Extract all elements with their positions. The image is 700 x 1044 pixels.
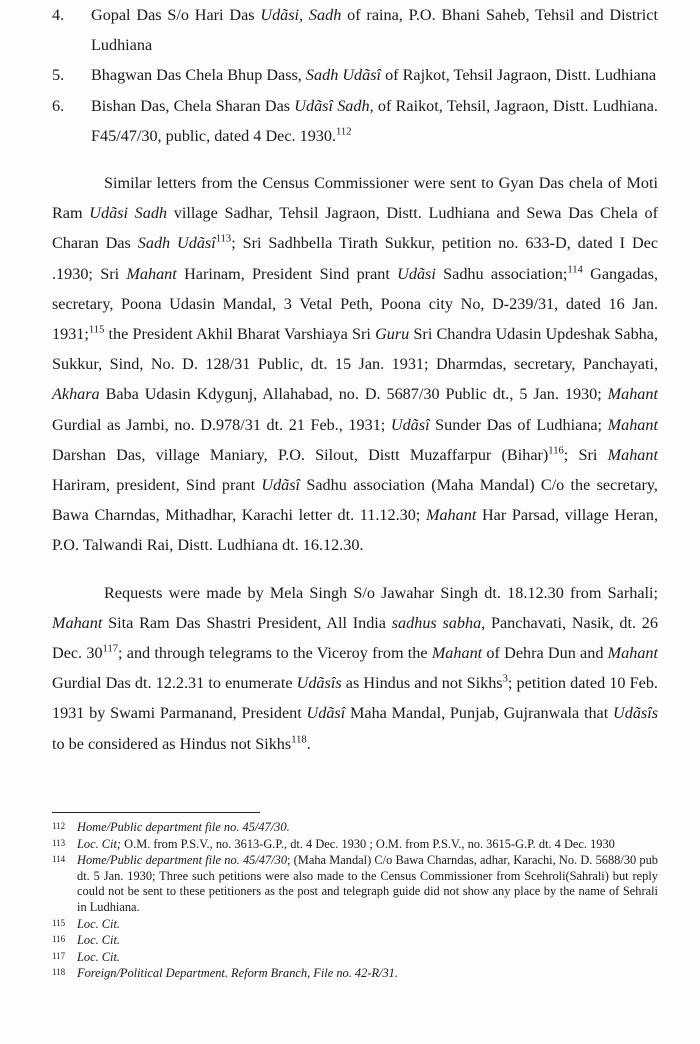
text-run: of raina, P.O. Bhani Saheb, Tehsil and District Ludhiana [91,6,658,55]
text-run: ; Sri Sadhbella Tirath Sukkur, petition no. 633-D, dated I Dec .1930; Sri [52,234,658,283]
italic-run: Mahant [126,264,177,283]
text-run: Hariram, president, Sind prant [52,476,262,495]
text-run: Gopal Das S/o Hari Das [91,6,261,24]
list-item-number: 4. [52,6,65,24]
footnote-number[interactable]: 113 [52,837,66,848]
text-run: Similar letters from the Census Commissioner were sent to Gyan Das chela of Moti Ram [52,174,658,223]
text-run: Sunder Das of Ludhiana; [429,415,608,434]
footnote-text [77,966,658,982]
text-run: Gangadas, secretary, Poona Udasin Mandal, 3 Vetal Peth, Poona city No, D-239/31, dated 16 Jan. 1931; [52,264,659,344]
list-item-number: 5. [52,66,65,85]
text-run: of Rajkot, Tehsil Jagraon, Distt. Ludhiana [381,66,657,85]
text-run: of Dehra Dun and [482,644,608,663]
italic-run: Udãsî [306,704,346,723]
text-run: Sadhu association; [435,264,568,283]
italic-run: Udãsi Sadh [89,204,168,223]
footnote-marker[interactable]: 117 [102,643,119,655]
text-run: village Sadhar, Tehsil Jagraon, Distt. Ludhiana and Sewa Das Chela of Charan Das [52,204,658,253]
numbered-list [52,0,658,151]
italic-run: Mahant [607,385,658,404]
footnote-text [77,820,658,836]
text-run: ; and through telegrams to the Viceroy from the [118,644,432,663]
footnote-number[interactable]: 118 [52,967,66,978]
italic-run: Udãsîs [613,704,659,723]
italic-run: Sadh Udãsî [137,234,216,253]
paragraph-similar-letters [52,168,658,561]
italic-run: Guru [375,325,410,344]
footnote-separator-rule [52,812,260,813]
list-item [52,0,658,60]
text-run: Bishan Das, Chela Sharan Das [91,96,295,115]
text-run: . [306,734,311,753]
text-run: Requests were made by Mela Singh S/o Jawahar Singh dt. 18.12.30 from Sarhali; [104,583,658,602]
text-run: O.M. from P.S.V., no. 3613-G.P., dt. 4 Dec. 1930 ; O.M. from P.S.V., no. 3615-G.P. dt. 4 Dec. 1930 [121,836,615,851]
italic-run: Mahant [607,445,658,464]
list-item-text [91,66,656,84]
footnote-section [52,812,658,983]
text-run: , of Raikot, Tehsil, Jagraon, Distt. Ludhiana. F45/47/30, public, dated 4 Dec. 1930. [91,96,658,145]
italic-run: Home/Public department file no. 45/47/30 [77,853,288,868]
footnote-marker[interactable]: 116 [548,445,564,457]
footnote-number[interactable]: 114 [52,854,66,865]
footnote-row [52,837,658,853]
footnote-marker[interactable]: 113 [215,233,232,245]
text-run: Gurdial as Jambi, no. D.978/31 dt. 21 Feb., 1931; [52,415,391,434]
footnote-row [52,917,658,933]
footnote-text [77,853,658,915]
list-item [52,60,658,90]
footnote-number[interactable]: 112 [52,821,66,831]
footnote-text [77,837,658,853]
italic-run: Udãsî Sadh [294,96,370,115]
text-run: ; Sri [563,445,608,464]
italic-run: Udãsîs [296,674,342,693]
text-run: Darshan Das, village Maniary, P.O. Silout, Distt Muzaffarpur (Bihar) [52,445,549,464]
italic-run: Loc. Cit; [77,836,122,851]
paragraph-requests-were-made [52,578,658,759]
italic-run: Mahant [607,415,658,434]
footnote-row [52,820,658,836]
text-run: the President Akhil Bharat Varshiaya Sri [104,325,376,344]
text-run: Sri Chandra Udasin Updeshak Sabha, Sukkur, Sind, No. D. 128/31 Public, dt. 15 Jan. 1931; Dharmdas, secretary, Panchayati, [52,325,658,374]
italic-run: Mahant [431,644,483,663]
list-item-number: 6. [52,96,65,115]
italic-run: Udãsi, Sadh [260,6,342,24]
footnote-text [77,917,658,933]
text-run: Har Parsad, village Heran, P.O. Talwandi Rai, Distt. Ludhiana dt. 16.12.30. [52,506,658,555]
italic-run: Mahant [607,644,659,663]
italic-run: Udãsî [390,415,430,434]
list-item-text [91,6,658,54]
italic-run: Loc. Cit. [77,916,121,931]
footnote-marker[interactable]: 3 [502,673,508,685]
italic-run: Loc. Cit. [77,933,121,948]
italic-run: Home/Public department file no. 45/47/30. [77,820,290,834]
italic-run: Mahant [52,613,103,632]
text-run: Sita Ram Das Shastri President, All India [102,613,392,632]
italic-run: Udãsî [261,476,301,495]
footnote-marker[interactable]: 118 [291,734,307,746]
footnote-text [77,933,658,949]
text-run: as Hindus and not Sikhs [341,674,503,693]
footnote-marker[interactable]: 112 [336,126,352,138]
italic-run: Sadh Udãsî [305,66,382,85]
footnote-row [52,853,658,915]
text-run: Maha Mandal, Punjab, Gujranwala that [345,704,614,723]
text-run: , Panchavati, Nasik, dt. 26 Dec. 30 [52,613,658,663]
text-run: Baba Udasin Kdygunj, Allahabad, no. D. 5687/30 Public dt., 5 Jan. 1930; [99,385,608,404]
footnote-marker[interactable]: 114 [567,264,583,276]
list-item-text [91,97,658,145]
text-run: ; (Maha Mandal) C/o Bawa Charndas, adhar, Karachi, No. D. 5688/30 pub dt. 5 Jan. 1930; Three such petitions were also made to the Census Commissioner from Scehroli(Sahrali) but reply could not be sent to these petitioners as the post and telegraph guide did not show any place by the name of Sehrali in Ludhiana. [77,853,658,914]
text-run: Sadhu association (Maha Mandal) C/o the secretary, Bawa Charndas, Mithadhar, Karachi letter dt. 11.12.30; [52,476,658,525]
body-text-column [52,0,658,759]
italic-run: Mahant [425,506,477,525]
italic-run: Akhara [52,385,100,404]
text-run: Gurdial Das dt. 12.2.31 to enumerate [52,674,297,693]
text-run: to be considered as Hindus not Sikhs [52,734,292,753]
text-run: Bhagwan Das Chela Bhup Dass, [91,66,306,85]
footnote-text [77,950,658,966]
footnote-number[interactable]: 116 [52,934,66,945]
italic-run: Udãsi [397,264,436,283]
footnote-list [52,820,658,982]
footnote-number[interactable]: 115 [52,917,66,928]
footnote-row [52,950,658,966]
footnote-marker[interactable]: 115 [88,324,105,336]
text-run: ; petition dated 10 Feb. 1931 by Swami Parmanand, President [52,674,658,723]
italic-run: Foreign/Political Department. Reform Branch, File no. 42-R/31. [77,966,398,981]
italic-run: sadhus sabha [391,613,482,632]
footnote-number[interactable]: 117 [52,950,66,961]
footnote-row [52,933,658,949]
italic-run: Loc. Cit. [77,949,121,964]
footnote-row [52,966,658,982]
list-item [52,91,658,151]
text-run: Harinam, President Sind prant [176,264,398,283]
